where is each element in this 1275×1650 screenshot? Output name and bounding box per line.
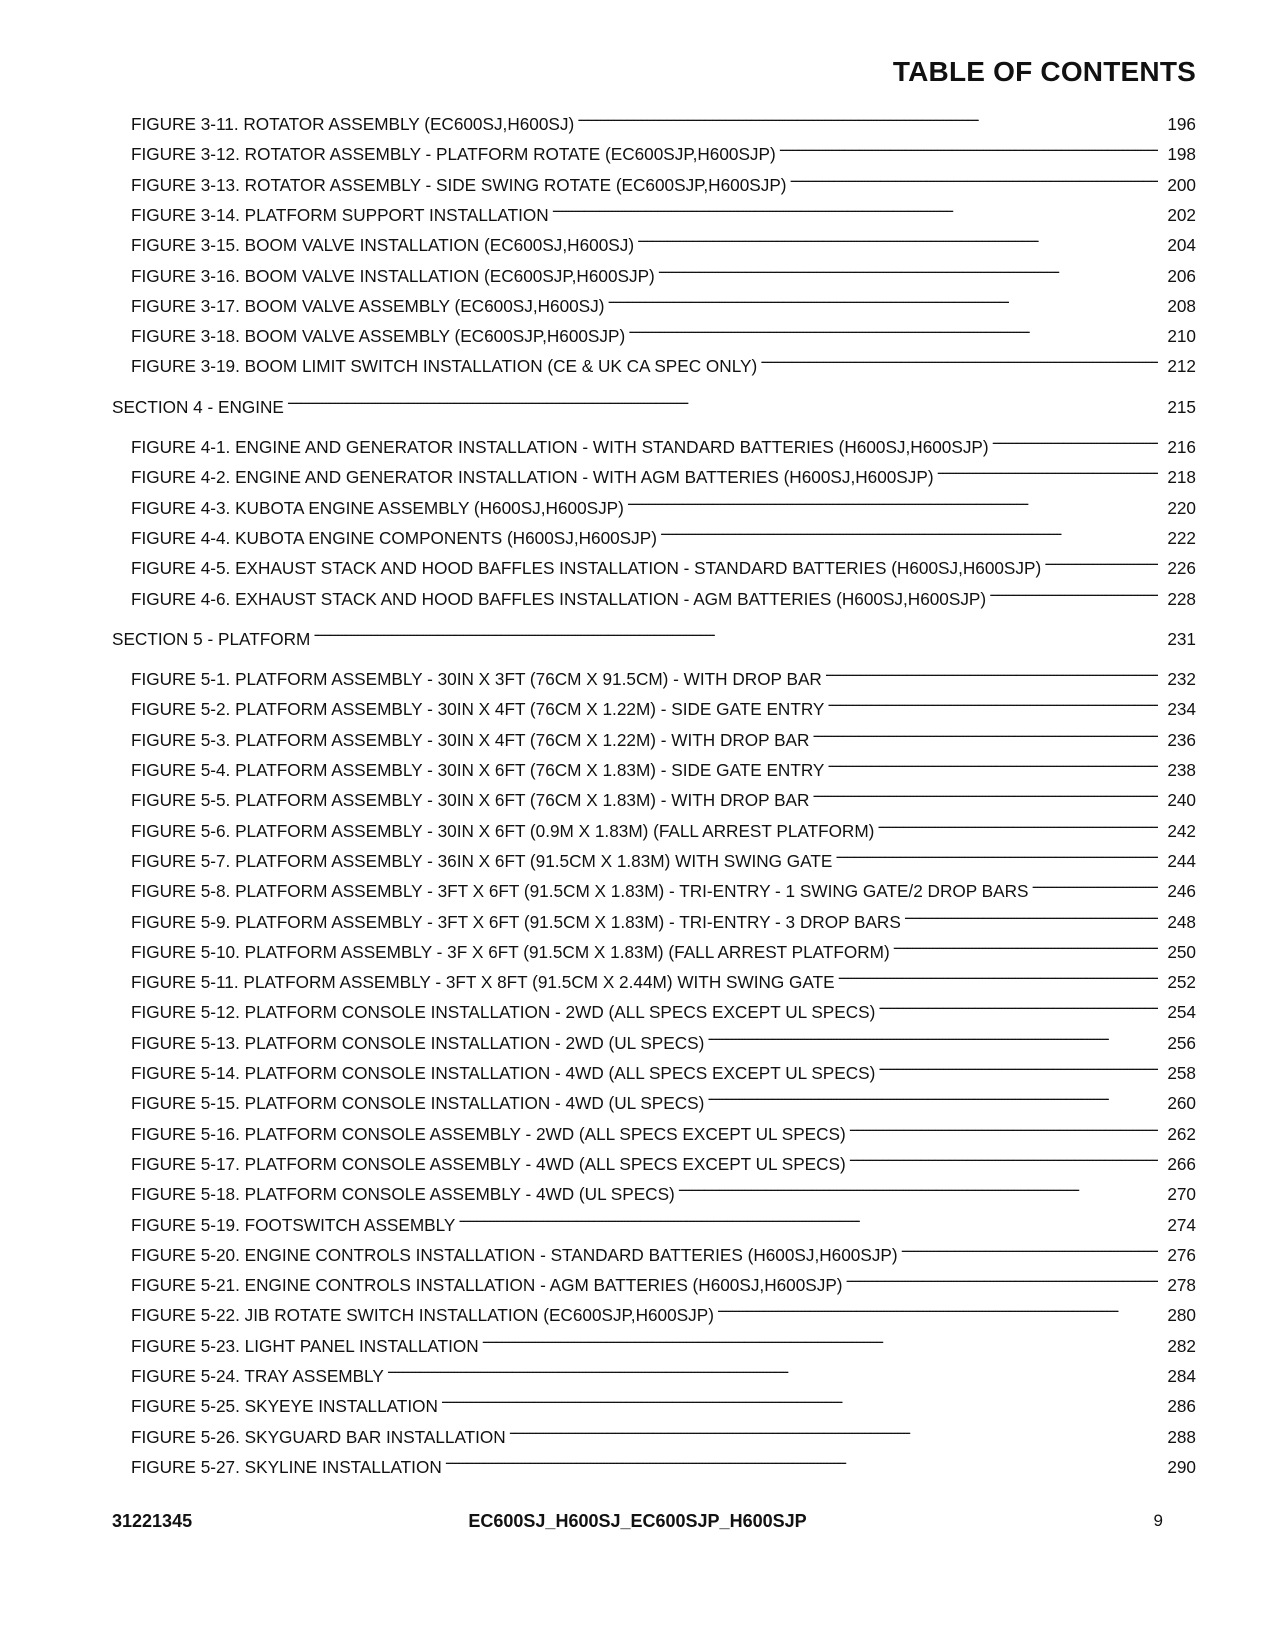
toc-dot-leader [707,1025,1158,1049]
toc-figure-entry[interactable] [0,429,1196,457]
toc-dot-leader [313,621,1158,645]
toc-section-entry[interactable] [0,389,1196,417]
toc-figure-entry[interactable] [0,691,1196,720]
toc-entry-label: FIGURE 5-17. PLATFORM CONSOLE ASSEMBLY - 4WD (ALL SPECS EXCEPT UL SPECS) [131,1153,846,1174]
toc-dot-leader [835,843,1158,867]
toc-entry-page: 238 [1167,760,1196,780]
toc-entry-label: FIGURE 5-15. PLATFORM CONSOLE INSTALLATION - 4WD (UL SPECS) [131,1093,705,1114]
toc-dot-leader [790,167,1158,191]
toc-figure-entry[interactable] [0,550,1196,579]
toc-figure-entry[interactable] [0,1207,1196,1235]
page-title: TABLE OF CONTENTS [892,56,1196,87]
toc-entry-label: FIGURE 3-18. BOOM VALVE ASSEMBLY (EC600SJP,H600SJP) [131,326,626,347]
toc-figure-entry[interactable] [0,1358,1196,1386]
toc-entry-label: FIGURE 5-16. PLATFORM CONSOLE ASSEMBLY - 2WD (ALL SPECS EXCEPT UL SPECS) [131,1123,846,1144]
toc-entry-label: FIGURE 5-22. JIB ROTATE SWITCH INSTALLATION (EC600SJP,H600SJP) [131,1305,714,1326]
toc-figure-entry[interactable] [0,1297,1196,1326]
toc-entry-label: FIGURE 5-14. PLATFORM CONSOLE INSTALLATION - 4WD (ALL SPECS EXCEPT UL SPECS) [131,1063,876,1083]
toc-entry-page: 256 [1167,1032,1196,1053]
toc-entry-page: 290 [1167,1456,1196,1477]
toc-dot-leader [660,520,1158,544]
toc-figure-entry[interactable] [0,1237,1196,1265]
toc-entry-page: 216 [1167,437,1196,457]
toc-entry-page: 204 [1167,235,1196,256]
toc-entry-page: 232 [1167,669,1196,690]
toc-dot-leader [637,227,1158,251]
toc-figure-entry[interactable] [0,288,1196,316]
toc-figure-entry[interactable] [0,1267,1196,1296]
toc-entry-label: FIGURE 5-5. PLATFORM ASSEMBLY - 30IN X 6FT (76CM X 1.83M) - WITH DROP BAR [131,790,810,811]
footer-doc-number: 31221345 [112,1511,193,1531]
toc-figure-entry[interactable] [0,934,1196,962]
toc-entry-label: FIGURE 4-5. EXHAUST STACK AND HOOD BAFFLES INSTALLATION - STANDARD BATTERIES (H600SJ,H600SJP) [131,558,1042,579]
toc-figure-entry[interactable] [0,1146,1196,1174]
toc-entry-label: FIGURE 5-8. PLATFORM ASSEMBLY - 3FT X 6FT (91.5CM X 1.83M) - TRI-ENTRY - 1 SWING GATE/2 DROP BARS [131,881,1029,902]
toc-entry-page: 284 [1167,1366,1196,1386]
toc-dot-leader [1044,550,1158,574]
toc-figure-entry[interactable] [0,873,1196,902]
toc-dot-leader [989,581,1158,605]
toc-dot-leader [849,1146,1158,1170]
toc-dot-leader [992,429,1158,453]
footer-models: EC600SJ_H600SJ_EC600SJP_H600SJP [468,1511,807,1531]
toc-entry-page: 202 [1167,204,1196,225]
toc-entry-label: FIGURE 3-17. BOOM VALVE ASSEMBLY (EC600SJ,H600SJ) [131,295,605,316]
toc-figure-entry[interactable] [0,782,1196,811]
toc-entry-page: 196 [1167,114,1196,134]
toc-dot-leader [760,348,1158,372]
toc-figure-entry[interactable] [0,964,1196,993]
toc-entry-label: FIGURE 4-6. EXHAUST STACK AND HOOD BAFFLES INSTALLATION - AGM BATTERIES (H600SJ,H600SJP) [131,588,987,609]
toc-entry-page: 198 [1167,144,1196,165]
toc-entry-page: 286 [1167,1396,1196,1417]
toc-entry-page: 278 [1167,1275,1196,1296]
toc-entry-label: FIGURE 5-18. PLATFORM CONSOLE ASSEMBLY - 4WD (UL SPECS) [131,1184,675,1205]
toc-figure-entry[interactable] [0,227,1196,256]
toc-entry-page: 240 [1167,790,1196,811]
toc-dot-leader [287,389,1158,413]
toc-entry-label: FIGURE 4-2. ENGINE AND GENERATOR INSTALLATION - WITH AGM BATTERIES (H600SJ,H600SJP) [131,467,934,488]
toc-dot-leader [825,661,1158,685]
toc-entry-page: 282 [1167,1335,1196,1356]
toc-entry-label: FIGURE 5-3. PLATFORM ASSEMBLY - 30IN X 4FT (76CM X 1.22M) - WITH DROP BAR [131,729,810,750]
toc-entry-page: 215 [1167,396,1196,417]
toc-entry-page: 228 [1167,588,1196,609]
toc-figure-entry[interactable] [0,904,1196,932]
toc-entry-label: FIGURE 5-27. SKYLINE INSTALLATION [131,1456,442,1477]
toc-entry-label: FIGURE 3-19. BOOM LIMIT SWITCH INSTALLATION (CE & UK CA SPEC ONLY) [131,356,758,377]
toc-dot-leader [901,1237,1158,1261]
toc-dot-leader [849,1116,1158,1140]
toc-entry-page: 220 [1167,497,1196,518]
toc-dot-leader [827,752,1158,776]
toc-dot-leader [878,1055,1158,1079]
toc-dot-leader [628,318,1158,342]
toc-figure-entry[interactable] [0,994,1196,1023]
toc-figure-entry[interactable] [0,1085,1196,1114]
toc-dot-leader [779,136,1158,160]
toc-entry-page: 234 [1167,699,1196,720]
toc-dot-leader [552,197,1158,221]
toc-entry-page: 212 [1167,356,1196,377]
toc-figure-entry[interactable] [0,813,1196,841]
toc-entry-label: FIGURE 5-20. ENGINE CONTROLS INSTALLATION - STANDARD BATTERIES (H600SJ,H600SJP) [131,1244,898,1265]
toc-dot-leader [812,782,1158,806]
toc-entry-page: 200 [1167,174,1196,195]
toc-entry-label: FIGURE 5-1. PLATFORM ASSEMBLY - 30IN X 3FT (76CM X 91.5CM) - WITH DROP BAR [131,669,822,690]
toc-entry-label: FIGURE 5-26. SKYGUARD BAR INSTALLATION [131,1426,506,1447]
toc-entry-page: 270 [1167,1184,1196,1205]
toc-dot-leader [846,1267,1158,1291]
toc-dot-leader [904,904,1158,928]
toc-entry-page: 242 [1167,820,1196,841]
toc-figure-entry[interactable] [0,136,1196,165]
toc-figure-entry[interactable] [0,258,1196,286]
toc-entry-label: FIGURE 5-2. PLATFORM ASSEMBLY - 30IN X 4FT (76CM X 1.22M) - SIDE GATE ENTRY [131,699,825,720]
toc-figure-entry[interactable] [0,581,1196,609]
toc-entry-label: FIGURE 5-11. PLATFORM ASSEMBLY - 3FT X 8FT (91.5CM X 2.44M) WITH SWING GATE [131,972,835,993]
toc-dot-leader [458,1207,1158,1231]
toc-entry-label: FIGURE 3-15. BOOM VALVE INSTALLATION (EC600SJ,H600SJ) [131,235,635,256]
toc-entry-label: FIGURE 5-19. FOOTSWITCH ASSEMBLY [131,1214,456,1235]
toc-entry-label: FIGURE 5-9. PLATFORM ASSEMBLY - 3FT X 6FT (91.5CM X 1.83M) - TRI-ENTRY - 3 DROP BARS [131,911,901,932]
toc-entry-label: FIGURE 3-14. PLATFORM SUPPORT INSTALLATION [131,204,549,225]
toc-entry-page: 231 [1167,628,1196,649]
toc-entry-page: 208 [1167,295,1196,316]
toc-entry-label: FIGURE 5-10. PLATFORM ASSEMBLY - 3F X 6FT (91.5CM X 1.83M) (FALL ARREST PLATFORM) [131,941,890,962]
toc-figure-entry[interactable] [0,722,1196,750]
toc-dot-leader [607,288,1158,312]
toc-entry-label: FIGURE 5-4. PLATFORM ASSEMBLY - 30IN X 6FT (76CM X 1.83M) - SIDE GATE ENTRY [131,760,825,780]
toc-figure-entry[interactable] [0,348,1196,377]
toc-entry-page: 280 [1167,1305,1196,1326]
toc-dot-leader [827,691,1158,715]
toc-figure-entry[interactable] [0,106,1196,134]
toc-entry-label: FIGURE 3-11. ROTATOR ASSEMBLY (EC600SJ,H600SJ) [131,114,575,134]
toc-entry-page: 244 [1167,850,1196,871]
footer-page-number: 9 [1153,1511,1163,1530]
toc-figure-entry[interactable] [0,459,1196,488]
toc-entry-page: 266 [1167,1153,1196,1174]
toc-dot-leader [509,1419,1158,1443]
toc-entry-page: 250 [1167,941,1196,962]
toc-figure-entry[interactable] [0,752,1196,780]
toc-dot-leader [658,258,1158,282]
toc-entry-page: 206 [1167,265,1196,286]
toc-entry-label: FIGURE 5-21. ENGINE CONTROLS INSTALLATION - AGM BATTERIES (H600SJ,H600SJP) [131,1275,843,1296]
toc-entry-label: SECTION 5 - PLATFORM [112,628,311,649]
toc-entry-label: FIGURE 5-23. LIGHT PANEL INSTALLATION [131,1335,479,1356]
toc-figure-entry[interactable] [0,1419,1196,1447]
toc-dot-leader [707,1085,1158,1109]
toc-dot-leader [893,934,1158,958]
toc-entry-label: FIGURE 5-25. SKYEYE INSTALLATION [131,1396,438,1417]
toc-figure-entry[interactable] [0,661,1196,690]
toc-figure-entry[interactable] [0,1176,1196,1205]
toc-figure-entry[interactable] [0,1388,1196,1417]
toc-entry-page: 218 [1167,467,1196,488]
toc-entry-label: FIGURE 3-16. BOOM VALVE INSTALLATION (EC600SJP,H600SJP) [131,265,655,286]
toc-entry-page: 276 [1167,1244,1196,1265]
toc-dot-leader [627,490,1158,514]
toc-entry-page: 252 [1167,972,1196,993]
toc-section-entry[interactable] [0,621,1196,649]
toc-dot-leader [441,1388,1158,1412]
toc-dot-leader [678,1176,1158,1200]
toc-entry-label: SECTION 4 - ENGINE [112,396,284,417]
toc-figure-entry[interactable] [0,197,1196,225]
toc-dot-leader [482,1328,1158,1352]
toc-entry-page: 260 [1167,1093,1196,1114]
toc-figure-entry[interactable] [0,1055,1196,1083]
toc-entry-label: FIGURE 4-3. KUBOTA ENGINE ASSEMBLY (H600SJ,H600SJP) [131,497,624,518]
toc-entry-page: 258 [1167,1063,1196,1083]
toc-entry-label: FIGURE 5-7. PLATFORM ASSEMBLY - 36IN X 6FT (91.5CM X 1.83M) WITH SWING GATE [131,850,833,871]
toc-figure-entry[interactable] [0,490,1196,518]
toc-dot-leader [387,1358,1158,1382]
toc-dot-leader [1031,873,1158,897]
toc-entry-label: FIGURE 5-24. TRAY ASSEMBLY [131,1366,384,1386]
toc-entry-page: 236 [1167,729,1196,750]
toc-figure-entry[interactable] [0,843,1196,871]
toc-entry-label: FIGURE 3-13. ROTATOR ASSEMBLY - SIDE SWING ROTATE (EC600SJP,H600SJP) [131,174,787,195]
toc-dot-leader [937,459,1158,483]
toc-figure-entry[interactable] [0,520,1196,548]
toc-figure-entry[interactable] [0,1328,1196,1356]
toc-entry-page: 288 [1167,1426,1196,1447]
toc-entry-label: FIGURE 4-4. KUBOTA ENGINE COMPONENTS (H600SJ,H600SJP) [131,527,657,548]
toc-entry-page: 248 [1167,911,1196,932]
toc-dot-leader [445,1449,1158,1473]
toc-entry-page: 262 [1167,1123,1196,1144]
toc-entry-label: FIGURE 5-12. PLATFORM CONSOLE INSTALLATION - 2WD (ALL SPECS EXCEPT UL SPECS) [131,1002,876,1023]
toc-figure-entry[interactable] [0,1449,1196,1477]
toc-entry-label: FIGURE 5-13. PLATFORM CONSOLE INSTALLATION - 2WD (UL SPECS) [131,1032,705,1053]
toc-entry-label: FIGURE 3-12. ROTATOR ASSEMBLY - PLATFORM ROTATE (EC600SJP,H600SJP) [131,144,776,165]
toc-entry-label: FIGURE 5-6. PLATFORM ASSEMBLY - 30IN X 6FT (0.9M X 1.83M) (FALL ARREST PLATFORM) [131,820,875,841]
toc-entry-page: 226 [1167,558,1196,579]
toc-dot-leader [878,994,1158,1018]
toc-entry-page: 222 [1167,527,1196,548]
toc-entry-label: FIGURE 4-1. ENGINE AND GENERATOR INSTALLATION - WITH STANDARD BATTERIES (H600SJ,H600SJP) [131,437,989,457]
toc-figure-entry[interactable] [0,318,1196,347]
toc-entry-page: 210 [1167,326,1196,347]
toc-figure-entry[interactable] [0,1025,1196,1053]
toc-entry-page: 274 [1167,1214,1196,1235]
toc-entry-page: 254 [1167,1002,1196,1023]
toc-figure-entry[interactable] [0,1116,1196,1144]
toc-dot-leader [812,722,1158,746]
toc-entry-page: 246 [1167,881,1196,902]
toc-dot-leader [577,106,1158,130]
toc-dot-leader [717,1297,1158,1321]
toc-dot-leader [877,813,1158,837]
toc-figure-entry[interactable] [0,167,1196,195]
toc-dot-leader [838,964,1158,988]
